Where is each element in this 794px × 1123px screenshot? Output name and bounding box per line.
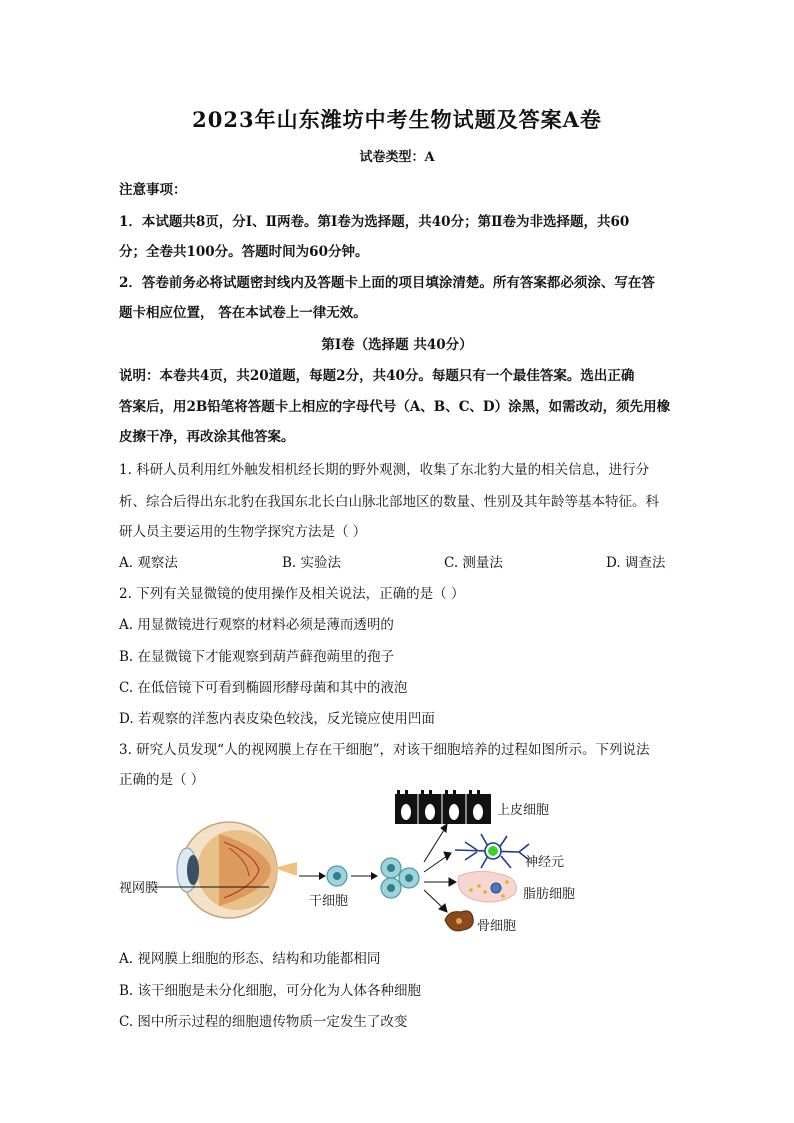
- stem-cell-differentiation-figure: [119, 790, 589, 940]
- q1-line3: 研人员主要运用的生物学探究方法是（ ）: [119, 524, 367, 540]
- differentiation-arrows: [424, 824, 456, 912]
- notice-item2-line2: 题卡相应位置， 答在本试卷上一律无效。: [119, 305, 367, 321]
- q1-option-a: A. 观察法: [119, 555, 178, 571]
- notice-item2-line1: 2．答卷前务必将试题密封线内及答题卡上面的项目填涂清楚。所有答案都必须涂、写在答: [119, 275, 655, 291]
- section1-heading: 第Ⅰ卷（选择题 共40分）: [321, 337, 473, 353]
- paper-type: 试卷类型：A: [359, 150, 435, 165]
- epithelial-cells: [395, 790, 491, 824]
- section1-desc-line2: 答案后，用2B铅笔将答题卡上相应的字母代号（A、B、C、D）涂黑，如需改动，须先用橡: [119, 399, 671, 415]
- q2-stem: 2. 下列有关显微镜的使用操作及相关说法，正确的是（ ）: [119, 586, 465, 602]
- label-neuron: 神经元: [525, 855, 565, 870]
- q3-option-b: B. 该干细胞是未分化细胞，可分化为人体各种细胞: [119, 983, 422, 999]
- q1-option-b: B. 实验法: [282, 555, 342, 571]
- arrow-to-stem-cell: [299, 872, 326, 880]
- notice-heading: 注意事项：: [119, 182, 187, 198]
- q3-line1: 3. 研究人员发现“人的视网膜上存在干细胞”，对该干细胞培养的过程如图所示。下列说法: [119, 742, 650, 758]
- label-bone-cell: 骨细胞: [477, 919, 517, 934]
- q1-option-c: C. 测量法: [444, 555, 503, 571]
- eye-illustration: [177, 822, 297, 918]
- q3-option-a: A. 视网膜上细胞的形态、结构和功能都相同: [119, 951, 381, 967]
- bone-cell: [445, 911, 473, 931]
- q1-line1: 1. 科研人员利用红外触发相机经长期的野外观测，收集了东北豹大量的相关信息，进行分: [119, 462, 650, 478]
- label-retina: 视网膜: [119, 881, 159, 896]
- neuron-cell: [455, 834, 529, 868]
- q2-option-d: D. 若观察的洋葱内表皮染色较浅，反光镜应使用凹面: [119, 711, 435, 727]
- q2-option-a: A. 用显微镜进行观察的材料必须是薄而透明的: [119, 617, 394, 633]
- section1-desc-line1: 说明：本卷共4页，共20道题，每题2分，共40分。每题只有一个最佳答案。选出正确: [119, 368, 635, 384]
- section1-desc-line3: 皮擦干净，再改涂其他答案。: [119, 429, 295, 445]
- label-epithelial-cell: 上皮细胞: [497, 803, 550, 818]
- label-stem-cell: 干细胞: [309, 894, 349, 909]
- q2-option-b: B. 在显微镜下才能观察到葫芦藓孢蒴里的孢子: [119, 649, 395, 665]
- q3-line2: 正确的是（ ）: [119, 772, 205, 788]
- notice-item1-line1: 1．本试题共8页，分Ⅰ、Ⅱ两卷。第Ⅰ卷为选择题，共40分；第Ⅱ卷为非选择题，共60: [119, 214, 630, 230]
- stem-cell: [327, 866, 347, 886]
- fat-cell: [458, 871, 516, 902]
- label-fat-cell: 脂肪细胞: [523, 887, 576, 902]
- dividing-cells-cluster: [381, 858, 419, 898]
- q3-option-c: C. 图中所示过程的细胞遗传物质一定发生了改变: [119, 1014, 408, 1030]
- page-title: 2023年山东潍坊中考生物试题及答案A卷: [192, 107, 602, 132]
- q1-line2: 析、综合后得出东北豹在我国东北长白山脉北部地区的数量、性别及其年龄等基本特征。科: [119, 494, 659, 510]
- arrow-to-cell-cluster: [351, 872, 378, 880]
- q2-option-c: C. 在低倍镜下可看到椭圆形酵母菌和其中的液泡: [119, 680, 408, 696]
- notice-item1-line2: 分；全卷共100分。答题时间为60分钟。: [119, 244, 369, 260]
- q1-option-d: D. 调查法: [606, 555, 666, 571]
